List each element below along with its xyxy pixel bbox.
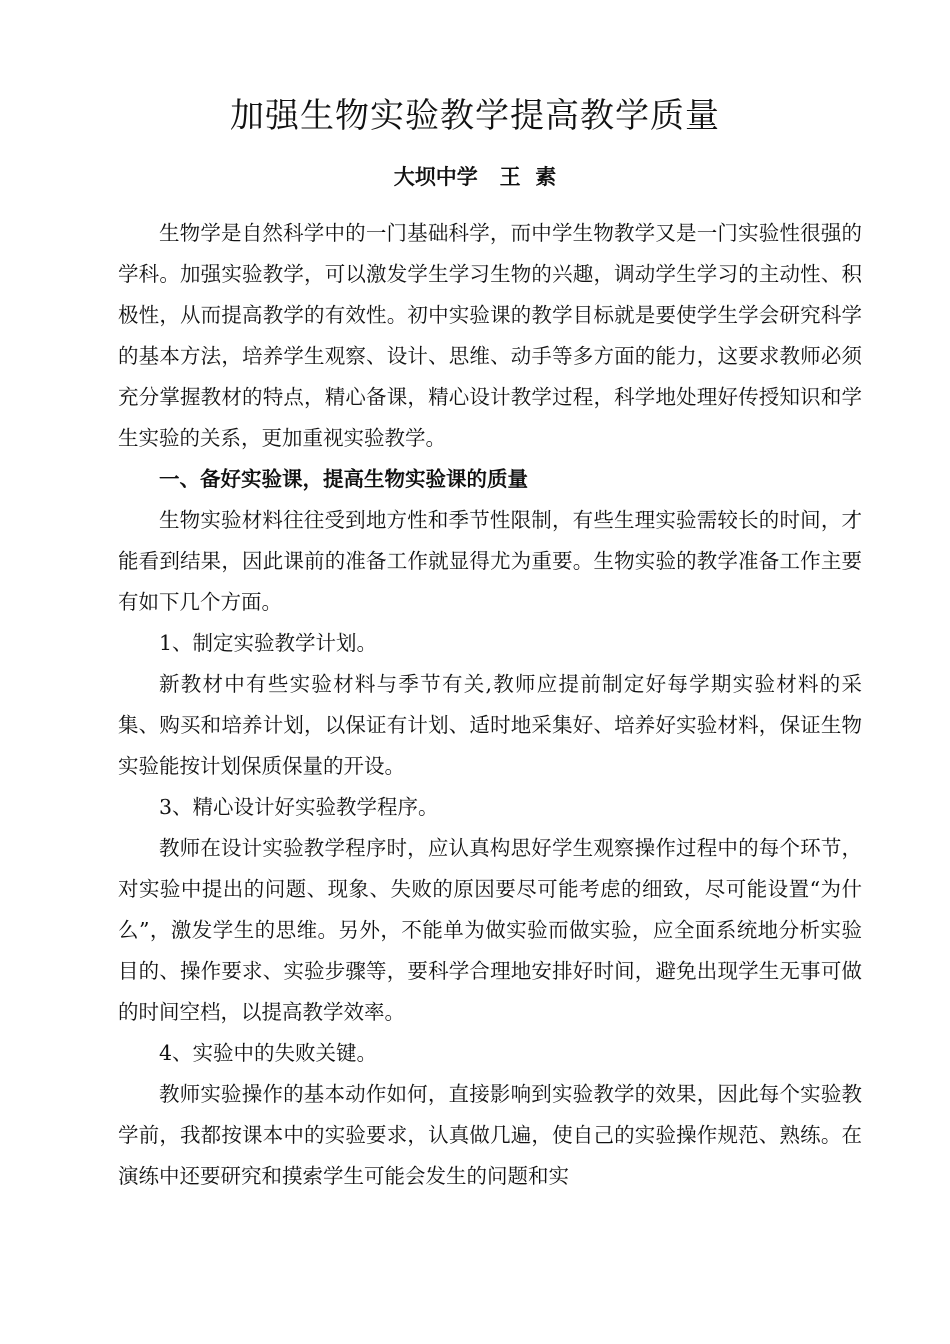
document-body <box>118 213 862 1197</box>
paragraph-operation: 教师实验操作的基本动作如何，直接影响到实验教学的效果，因此每个实验教学前，我都按课本中的实验要求，认真做几遍，使自己的实验操作规范、熟练。在演练中还要研究和摸索学生可能会发生的问题和实 <box>118 1082 862 1188</box>
author-line: 大坝中学 王 素 <box>393 165 557 189</box>
subheading-4: 4、实验中的失败关键。 <box>159 1041 378 1065</box>
document-title: 加强生物实验教学提高教学质量 <box>230 96 720 136</box>
paragraph-intro: 生物学是自然科学中的一门基础科学，而中学生物教学又是一门实验性很强的学科。加强实验教学，可以激发学生学习生物的兴趣，调动学生学习的主动性、积极性，从而提高教学的有效性。初中实验课的教学目标就是要使学生学会研究科学的基本方法，培养学生观察、设计、思维、动手等多方面的能力，这要求教师必须充分掌握教材的特点，精心备课，精心设计教学过程，科学地处理好传授知识和学生实验的关系，更加重视实验教学。 <box>118 221 862 450</box>
paragraph-procedure: 教师在设计实验教学程序时，应认真构思好学生观察操作过程中的每个环节，对实验中提出的问题、现象、失败的原因要尽可能考虑的细致，尽可能设置“为什么”，激发学生的思维。另外，不能单为做实验而做实验，应全面系统地分析实验目的、操作要求、实验步骤等，要科学合理地安排好时间，避免出现学生无事可做的时间空档，以提高教学效率。 <box>118 836 862 1024</box>
subheading-1: 1、制定实验教学计划。 <box>159 631 378 655</box>
subheading-3: 3、精心设计好实验教学程序。 <box>159 795 439 819</box>
paragraph-section-1-intro: 生物实验材料往往受到地方性和季节性限制，有些生理实验需较长的时间，才能看到结果，因此课前的准备工作就显得尤为重要。生物实验的教学准备工作主要有如下几个方面。 <box>118 508 862 614</box>
section-heading-1: 一、备好实验课，提高生物实验课的质量 <box>159 467 528 491</box>
paragraph-plan: 新教材中有些实验材料与季节有关,教师应提前制定好每学期实验材料的采集、购买和培养计划，以保证有计划、适时地采集好、培养好实验材料，保证生物实验能按计划保质保量的开设。 <box>118 672 862 778</box>
